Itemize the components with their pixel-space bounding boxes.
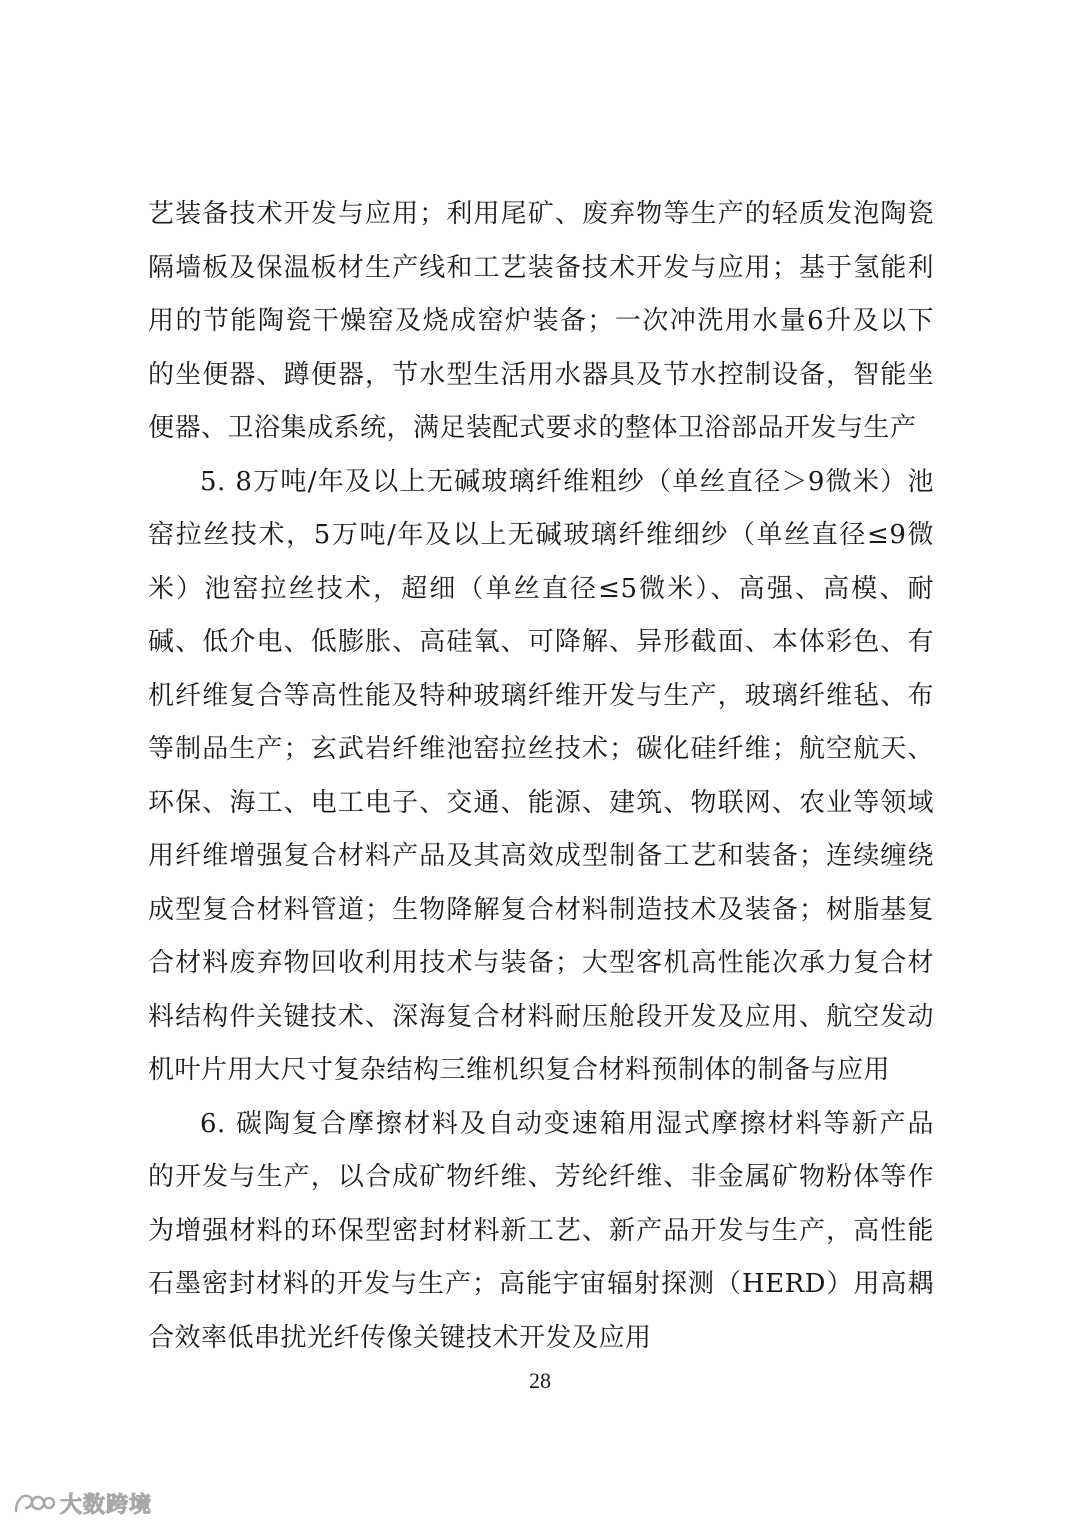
text-line: 合材料废弃物回收利用技术与装备；大型客机高性能次承力复合材 — [148, 948, 934, 978]
text-line: 石墨密封材料的开发与生产；高能宇宙辐射探测（HERD）用高耦 — [148, 1269, 934, 1299]
text-line: 用的节能陶瓷干燥窑及烧成窑炉装备；一次冲洗用水量6升及以下 — [148, 306, 934, 336]
document-body — [148, 188, 934, 1365]
text-line: 碱、低介电、低膨胀、高硅氧、可降解、异形截面、本体彩色、有 — [148, 627, 934, 657]
text-line: 米）池窑拉丝技术，超细（单丝直径≤5微米）、高强、高模、耐 — [148, 573, 934, 604]
watermark — [12, 1488, 152, 1518]
text-line: 的坐便器、蹲便器，节水型生活用水器具及节水控制设备，智能坐 — [148, 359, 934, 390]
text-line: 隔墙板及保温板材生产线和工艺装备技术开发与应用；基于氢能利 — [148, 252, 934, 283]
text-line: 成型复合材料管道；生物降解复合材料制造技术及装备；树脂基复 — [148, 894, 934, 925]
watermark-text: 大数跨境 — [60, 1492, 153, 1518]
text-line: 用纤维增强复合材料产品及其高效成型制备工艺和装备；连续缠绕 — [148, 841, 934, 871]
text-line: 环保、海工、电工电子、交通、能源、建筑、物联网、农业等领域 — [148, 787, 934, 818]
page-number: 28 — [529, 1368, 551, 1393]
text-line: 料结构件关键技术、深海复合材料耐压舱段开发及应用、航空发动 — [148, 1001, 934, 1032]
text-line: 为增强材料的环保型密封材料新工艺、新产品开发与生产，高性能 — [148, 1215, 934, 1246]
text-line: 机纤维复合等高性能及特种玻璃纤维开发与生产，玻璃纤维毡、布 — [148, 680, 934, 711]
text-line: 机叶片用大尺寸复杂结构三维机织复合材料预制体的制备与应用 — [148, 1055, 891, 1085]
text-line: 窑拉丝技术，5万吨/年及以上无碱玻璃纤维细纱（单丝直径≤9微 — [148, 520, 934, 550]
text-line: 便器、卫浴集成系统，满足装配式要求的整体卫浴部品开发与生产 — [148, 413, 917, 443]
text-line: 合效率低串扰光纤传像关键技术开发及应用 — [148, 1322, 652, 1353]
paragraph-5-start: 5. 8万吨/年及以上无碱玻璃纤维粗纱（单丝直径＞9微米）池 — [200, 466, 934, 497]
text-line: 艺装备技术开发与应用；利用尾矿、废弃物等生产的轻质发泡陶瓷 — [148, 199, 934, 229]
brand-logo-icon — [12, 1489, 56, 1517]
text-line: 等制品生产；玄武岩纤维池窑拉丝技术；碳化硅纤维；航空航天、 — [148, 734, 934, 764]
paragraph-6-start: 6. 碳陶复合摩擦材料及自动变速箱用湿式摩擦材料等新产品 — [200, 1108, 934, 1139]
text-line: 的开发与生产，以合成矿物纤维、芳纶纤维、非金属矿物粉体等作 — [148, 1162, 934, 1192]
